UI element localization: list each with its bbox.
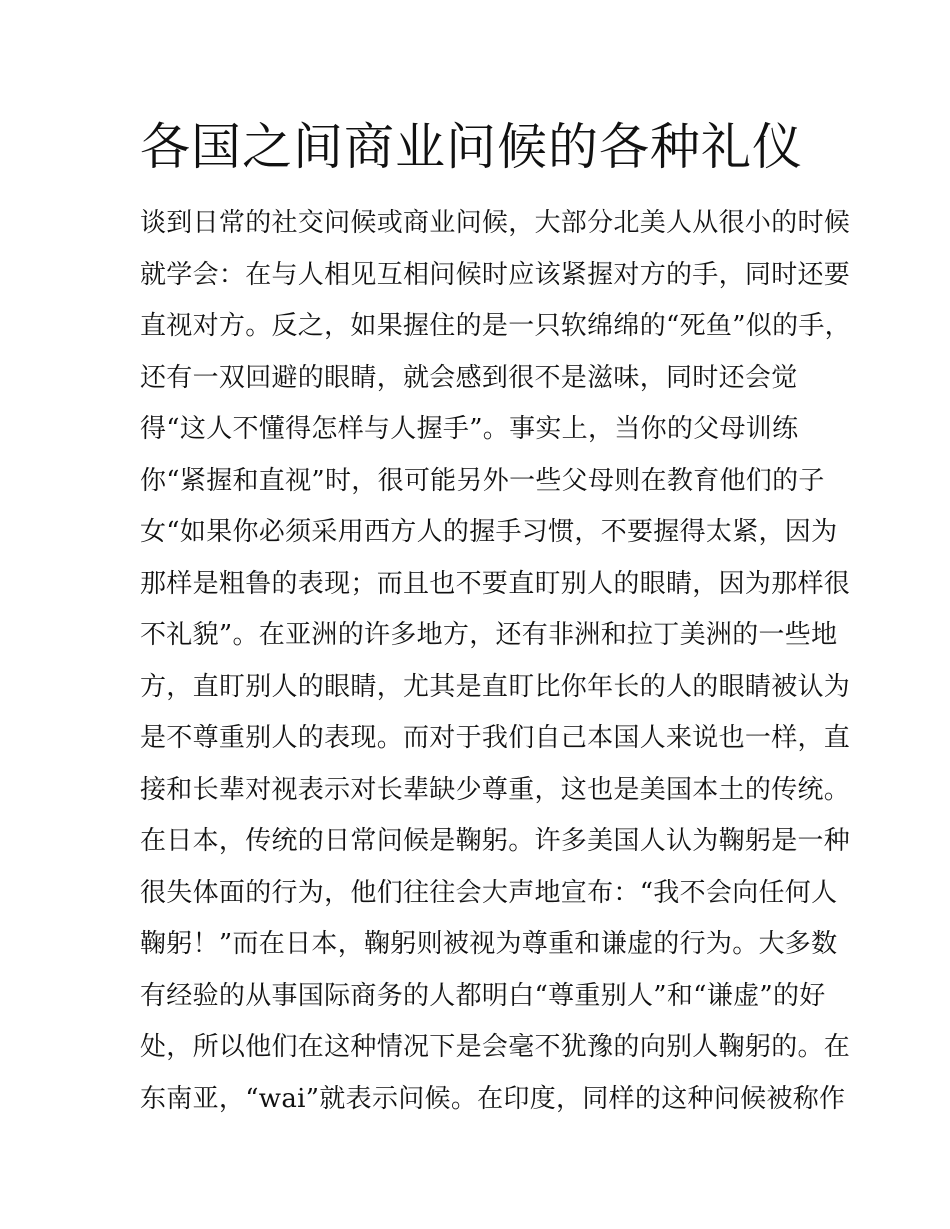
body-line: 是不尊重别人的表现。而对于我们自己本国人来说也一样，直 <box>140 723 851 753</box>
body-line: 得“这人不懂得怎样与人握手”。事实上，当你的父母训练 <box>140 414 799 444</box>
body-line: 女“如果你必须采用西方人的握手习惯，不要握得太紧，因为 <box>140 517 838 547</box>
body-line: 有经验的从事国际商务的人都明白“尊重别人”和“谦虚”的好 <box>140 980 826 1011</box>
document-body <box>140 198 851 1125</box>
body-line: 你“紧握和直视”时，很可能另外一些父母则在教育他们的子 <box>140 465 825 496</box>
body-line: 就学会：在与人相见互相问候时应该紧握对方的手，同时还要 <box>140 259 851 290</box>
document-title: 各国之间商业问候的各种礼仪 <box>140 118 803 176</box>
body-line: 鞠躬！”而在日本，鞠躬则被视为尊重和谦虚的行为。大多数 <box>140 929 838 959</box>
body-line: 不礼貌”。在亚洲的许多地方，还有非洲和拉丁美洲的一些地 <box>140 620 838 650</box>
body-line: 直视对方。反之，如果握住的是一只软绵绵的“死鱼”似的手， <box>140 311 851 341</box>
body-line: 谈到日常的社交问候或商业问候，大部分北美人从很小的时候 <box>140 208 851 238</box>
body-line: 处，所以他们在这种情况下是会毫不犹豫的向别人鞠躬的。在 <box>140 1032 851 1062</box>
body-line: 方，直盯别人的眼睛，尤其是直盯比你年长的人的眼睛被认为 <box>140 671 851 702</box>
body-line: 接和长辈对视表示对长辈缺少尊重，这也是美国本土的传统。 <box>140 774 851 805</box>
body-line: 那样是粗鲁的表现；而且也不要直盯别人的眼睛，因为那样很 <box>140 568 851 599</box>
body-line: 还有一双回避的眼睛，就会感到很不是滋味，同时还会觉 <box>140 362 798 393</box>
body-line: 很失体面的行为，他们往往会大声地宣布：“我不会向任何人 <box>140 877 838 908</box>
body-line: 东南亚，“wai”就表示问候。在印度，同样的这种问候被称作 <box>140 1083 846 1114</box>
body-line: 在日本，传统的日常问候是鞠躬。许多美国人认为鞠躬是一种 <box>140 826 851 856</box>
